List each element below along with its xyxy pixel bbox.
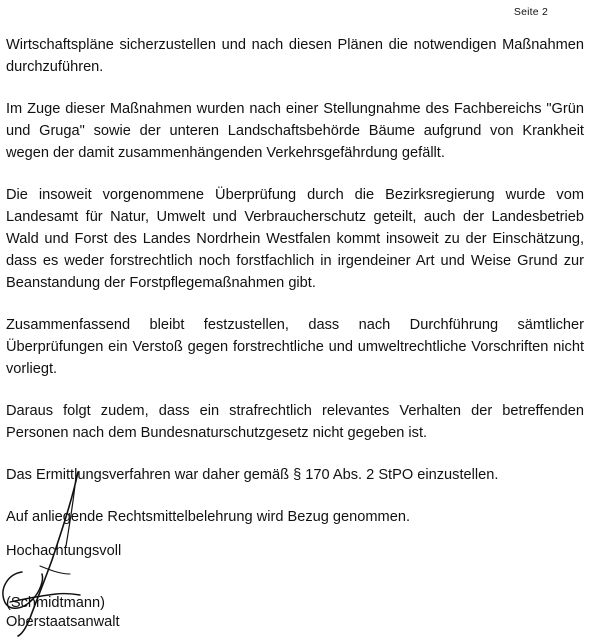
- letter-body: [6, 34, 584, 548]
- signatory-name: (Schmidtmann): [6, 595, 105, 611]
- paragraph-4: Zusammenfassend bleibt festzustellen, dass nach Durchführung sämtlicher Überprüfungen ein Verstoß gegen forstrechtliche und umweltrechtliche Vorschriften nicht vorliegt.: [6, 317, 584, 377]
- closing-salutation: Hochachtungsvoll: [6, 543, 122, 559]
- signatory-title: Oberstaatsanwalt: [6, 614, 120, 630]
- paragraph-5: Daraus folgt zudem, dass ein strafrechtlich relevantes Verhalten der betreffenden Personen nach dem Bundesnaturschutzgesetz nicht gegeben ist.: [6, 403, 584, 441]
- paragraph-3: Die insoweit vorgenommene Überprüfung durch die Bezirksregierung wurde vom Landesamt für Natur, Umwelt und Verbraucherschutz geteilt, auch der Landesbetrieb Wald und Forst des Landes Nordrhein Westfalen kommt insoweit zu der Einschätzung, dass es weder forstrechtlich noch forstfachlich in irgendeiner Art und Weise Grund zur Beanstandung der Forstpflegemaßnahmen gibt.: [6, 187, 584, 291]
- page-number: Seite 2: [513, 6, 548, 18]
- paragraph-2: Im Zuge dieser Maßnahmen wurden nach einer Stellungnahme des Fachbereichs "Grün und Gruga" sowie der unteren Landschaftsbehörde Bäume aufgrund von Krankheit wegen der damit zusammenhängenden Verkehrsgefährdung gefällt.: [6, 101, 584, 161]
- paragraph-1: Wirtschaftspläne sicherzustellen und nach diesen Plänen die notwendigen Maßnahmen durchzuführen.: [6, 37, 584, 75]
- paragraph-6: Das Ermittlungsverfahren war daher gemäß § 170 Abs. 2 StPO einzustellen.: [6, 467, 499, 483]
- paragraph-7: Auf anliegende Rechtsmittelbelehrung wird Bezug genommen.: [6, 509, 411, 525]
